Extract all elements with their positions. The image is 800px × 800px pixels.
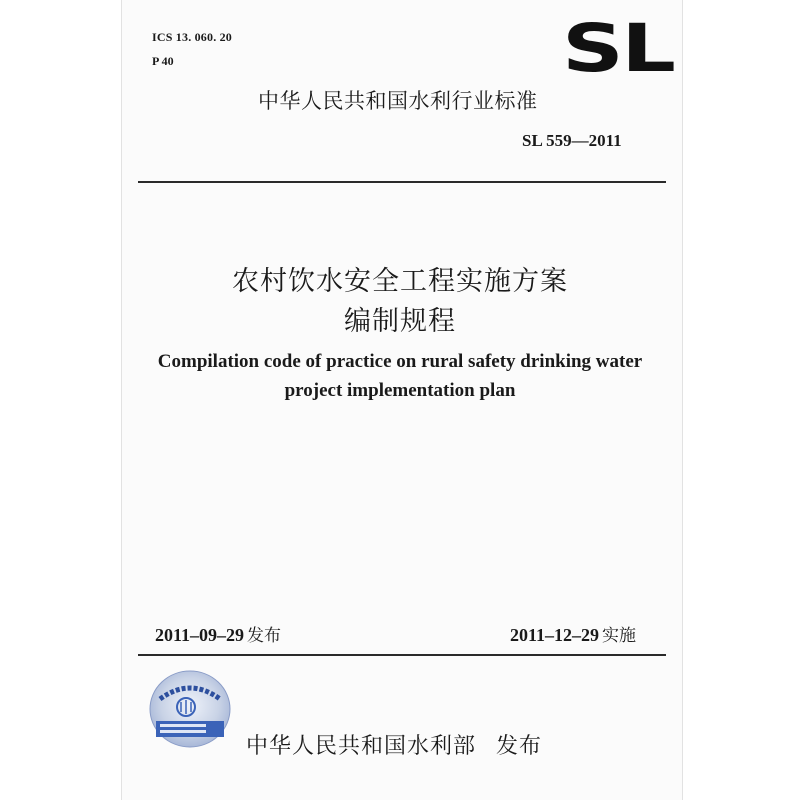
sl-logo: SL xyxy=(562,10,674,87)
implement-date: 2011–12–29 xyxy=(510,625,600,645)
issue-date-block xyxy=(155,621,281,646)
industry-standard-heading: 中华人民共和国水利行业标准 xyxy=(258,89,538,113)
title-zh-line1: 农村饮水安全工程实施方案 xyxy=(232,266,568,297)
ics-code: ICS 13. 060. 20 xyxy=(152,30,233,44)
anti-counterfeit-seal xyxy=(148,669,232,749)
publisher-block xyxy=(246,729,542,760)
implement-label: 实施 xyxy=(602,626,637,646)
title-en-line2: project implementation plan xyxy=(284,380,516,401)
standard-number: SL 559—2011 xyxy=(522,131,622,150)
publish-label: 发布 xyxy=(496,734,543,759)
bottom-divider xyxy=(138,654,666,656)
publisher-name: 中华人民共和国水利部 xyxy=(246,734,477,759)
title-zh-line2: 编制规程 xyxy=(344,306,456,337)
issue-date: 2011–09–29 xyxy=(155,625,245,645)
p-code: P 40 xyxy=(152,54,174,68)
issue-label: 发布 xyxy=(247,626,282,646)
title-en-line1: Compilation code of practice on rural safety drinking water xyxy=(157,351,643,372)
top-divider xyxy=(138,181,666,183)
implement-date-block xyxy=(510,621,636,646)
